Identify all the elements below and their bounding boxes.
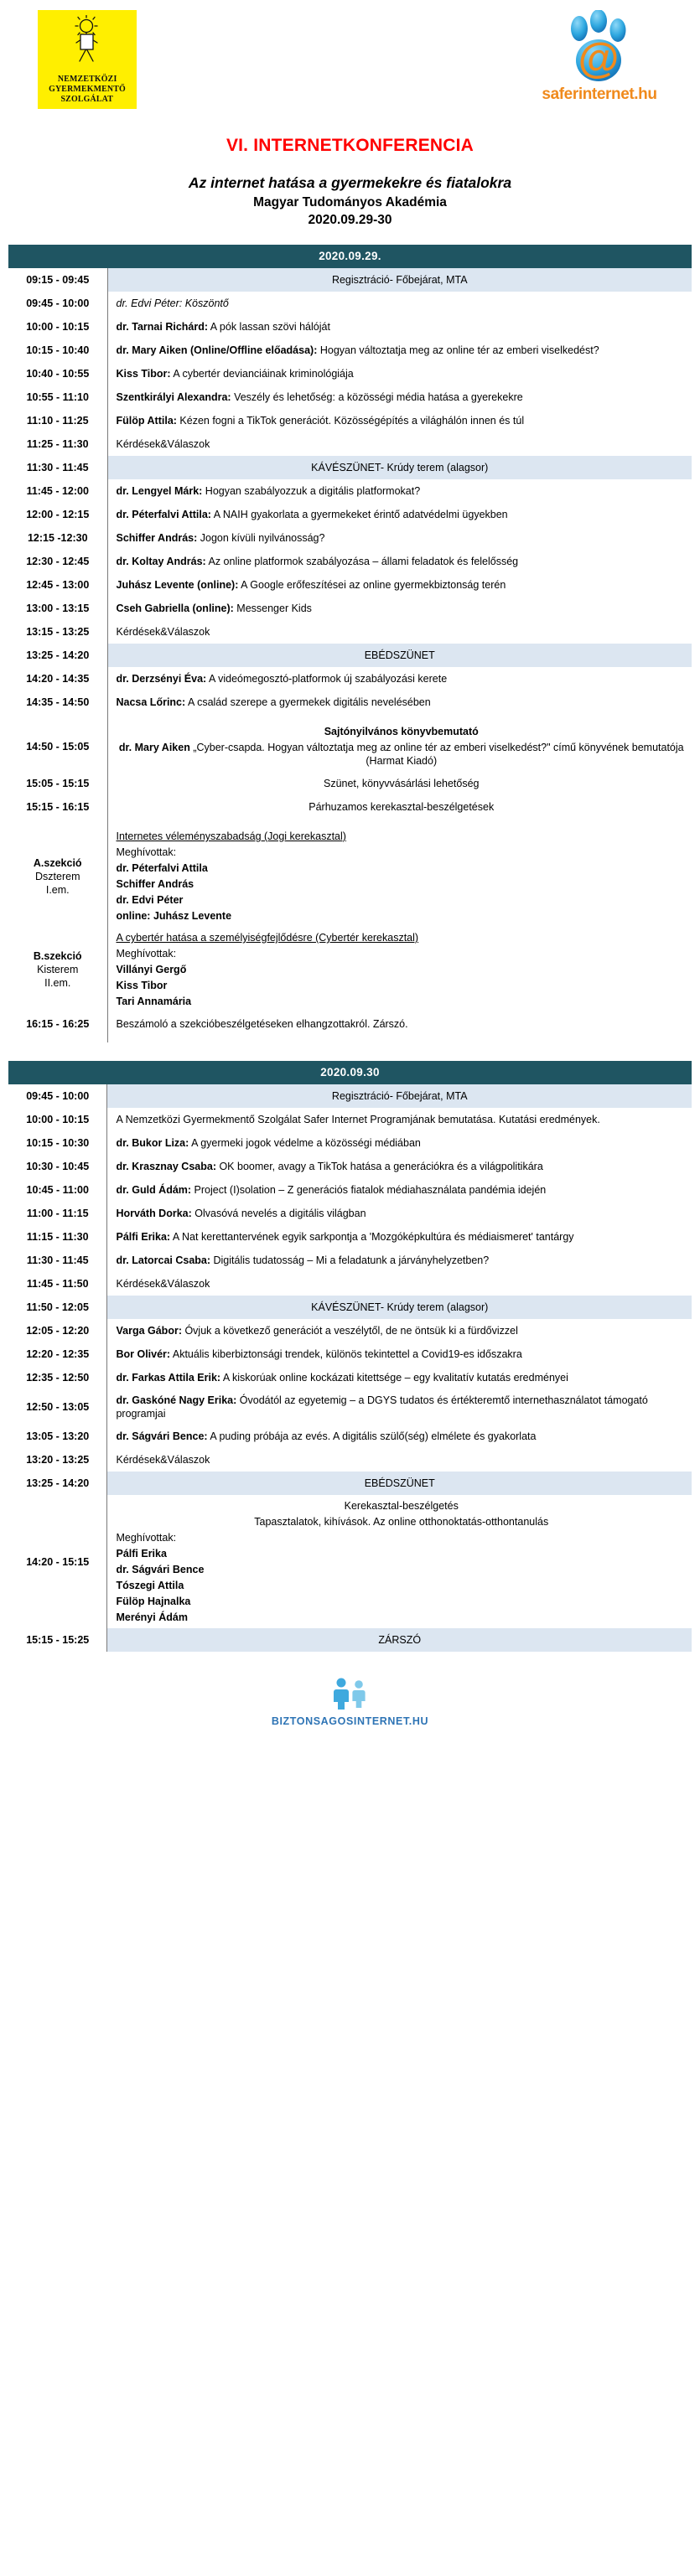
section-b-title: A cybertér hatása a személyiségfejlődésre (Cybertér kerekasztal) (116, 932, 419, 944)
row-time: 14:35 - 14:50 (8, 691, 107, 714)
row-content: dr. Gaskóné Nagy Erika: Óvodától az egyetemig – a DGYS tudatos és értékteremtő internethasználatot támogató programjai (116, 1394, 648, 1420)
row-time: 15:15 - 15:25 (8, 1628, 107, 1652)
row-speaker: Kiss Tibor: (116, 368, 171, 380)
row-speaker: dr. Péterfalvi Attila: (116, 509, 211, 520)
section-a-label (8, 825, 107, 927)
footer-wordmark: BIZTONSAGOSINTERNET.HU (271, 1715, 429, 1727)
row-time: 12:00 - 12:15 (8, 503, 107, 526)
row-content: Kérdések&Válaszok (116, 1454, 210, 1466)
table-row (8, 456, 692, 479)
row-time: 13:25 - 14:20 (8, 644, 107, 667)
table-row (8, 1366, 692, 1389)
row-speaker: dr. Latorcai Csaba: (116, 1254, 211, 1266)
table-row (8, 772, 692, 795)
table-row (8, 1131, 692, 1155)
section-a-row (8, 825, 692, 927)
section-a-name: A.szekció (33, 856, 82, 869)
row-time: 11:30 - 11:45 (8, 456, 107, 479)
row-content: dr. Lengyel Márk: Hogyan szabályozzuk a digitális platformokat? (116, 485, 421, 497)
table-row (8, 1448, 692, 1472)
row-content: EBÉDSZÜNET (107, 1472, 692, 1495)
spacer-time (8, 714, 107, 721)
day2-roundtable-invited-label: Meghívottak: (116, 1532, 177, 1544)
section-a-floor: I.em. (45, 883, 70, 896)
section-a-invited-label: Meghívottak: (116, 846, 177, 858)
row-speaker: dr. Krasznay Csaba: (116, 1161, 216, 1172)
row-content: Varga Gábor: Óvjuk a következő generációt a veszélytől, de ne öntsük ki a fürdővizzel (116, 1325, 518, 1337)
row-speaker: Fülöp Attila: (116, 415, 177, 427)
section-b-name: B.szekció (33, 950, 82, 962)
section-b-person: Villányi Gergő (116, 964, 187, 975)
spacer-row (8, 714, 692, 721)
schedule-table-day2 (8, 1061, 692, 1652)
row-time: 14:50 - 15:05 (8, 721, 107, 772)
row-time: 12:35 - 12:50 (8, 1366, 107, 1389)
table-row (8, 432, 692, 456)
row-time: 11:45 - 12:00 (8, 479, 107, 503)
row-content: dr. Guld Ádám: Project (I)solation – Z generációs fiatalok médiahasználata pandémia idején (116, 1184, 547, 1196)
ngsz-logo-line1: NEMZETKÖZI (57, 74, 117, 84)
row-content: Bor Olivér: Aktuális kiberbiztonsági trendek, különös tekintettel a Covid19-es időszakra (116, 1348, 522, 1360)
day2-roundtable-title: Kerekasztal-beszélgetés (344, 1500, 459, 1512)
paw-icon (549, 10, 650, 87)
table-row (8, 1108, 692, 1131)
day2-date: 2020.09.30 (8, 1061, 692, 1084)
page-subtitle-venue: Magyar Tudományos Akadémia (253, 195, 447, 209)
row-speaker: dr. Gaskóné Nagy Erika: (116, 1394, 237, 1406)
row-content: Beszámoló a szekcióbeszélgetéseken elhangzottakról. Zárszó. (116, 1018, 408, 1030)
row-content: dr. Mary Aiken (Online/Offline előadása): Hogyan változtatja meg az online tér az emberi viselkedést? (116, 344, 599, 356)
day2-header-row (8, 1061, 692, 1084)
book-presentation-row (8, 721, 692, 772)
row-speaker: Juhász Levente (online): (116, 579, 239, 591)
row-time: 09:45 - 10:00 (8, 292, 107, 315)
section-b-label (8, 927, 107, 1012)
table-row (8, 409, 692, 432)
section-b-content (107, 927, 692, 1012)
table-row (8, 526, 692, 550)
row-speaker: dr. Tarnai Richárd: (116, 321, 209, 333)
row-time: 10:00 - 10:15 (8, 315, 107, 339)
page-subtitle-dates: 2020.09.29-30 (308, 213, 392, 227)
spacer-time (8, 819, 107, 825)
page-subtitle-theme: Az internet hatása a gyermekekre és fiatalokra (188, 174, 512, 191)
row-time: 10:40 - 10:55 (8, 362, 107, 385)
book-presentation-heading: Sajtónyilvános könyvbemutató (324, 726, 479, 737)
row-time: 11:10 - 11:25 (8, 409, 107, 432)
book-presentation-content (107, 721, 692, 772)
table-row (8, 691, 692, 714)
page-title: VI. INTERNETKONFERENCIA (226, 136, 474, 155)
ngsz-logo (38, 10, 137, 109)
row-time: 12:45 - 13:00 (8, 573, 107, 597)
day2-roundtable-person: Merényi Ádám (116, 1611, 188, 1623)
row-time: 10:00 - 10:15 (8, 1108, 107, 1131)
saferinternet-logo (537, 10, 662, 111)
row-time: 10:15 - 10:30 (8, 1131, 107, 1155)
table-row (8, 268, 692, 292)
row-content: Kérdések&Válaszok (116, 1278, 210, 1290)
row-time: 10:15 - 10:40 (8, 339, 107, 362)
section-b-person: Kiss Tibor (116, 980, 168, 991)
row-italic-text: dr. Edvi Péter: Köszöntő (116, 297, 229, 309)
day2-roundtable-person: Fülöp Hajnalka (116, 1596, 191, 1607)
table-row (8, 620, 692, 644)
child-drawing-icon (38, 15, 137, 64)
row-content: Pálfi Erika: A Nat kerettantervének egyik sarkpontja a 'Mozgóképkultúra és médiaismeret' tantárgy (116, 1231, 574, 1243)
row-content: EBÉDSZÜNET (107, 644, 692, 667)
table-row (8, 667, 692, 691)
row-content: Nacsa Lőrinc: A család szerepe a gyermekek digitális nevelésében (116, 696, 431, 708)
row-speaker: Szentkirályi Alexandra: (116, 391, 231, 403)
row-content (107, 292, 692, 315)
row-speaker: dr. Lengyel Márk: (116, 485, 203, 497)
row-content: dr. Latorcai Csaba: Digitális tudatosság – Mi a feladatunk a járványhelyzetben? (116, 1254, 490, 1266)
table-row (8, 315, 692, 339)
spacer-body (107, 714, 692, 721)
row-content: dr. Krasznay Csaba: OK boomer, avagy a TikTok hatása a generációkra és a világpolitikára (116, 1161, 543, 1172)
section-a-person: dr. Edvi Péter (116, 894, 184, 906)
row-content: Schiffer András: Jogon kívüli nyilvánosság? (116, 532, 325, 544)
section-b-row (8, 927, 692, 1012)
spacer-row (8, 1036, 692, 1042)
row-time: 13:20 - 13:25 (8, 1448, 107, 1472)
day2-roundtable-row (8, 1495, 692, 1628)
row-time: 13:00 - 13:15 (8, 597, 107, 620)
table-row (8, 644, 692, 667)
row-time: 12:50 - 13:05 (8, 1389, 107, 1425)
table-row (8, 1178, 692, 1202)
row-content: Szünet, könyvvásárlási lehetőség (323, 778, 480, 789)
row-content: dr. Farkas Attila Erik: A kiskorúak online kockázati kitettsége – egy kvalitatív kutatás eredményei (116, 1372, 568, 1384)
row-speaker: dr. Bukor Liza: (116, 1137, 189, 1149)
schedule-table-day1 (8, 245, 692, 1042)
ngsz-logo-line3: SZOLGÁLAT (60, 94, 114, 104)
row-content: Regisztráció- Főbejárat, MTA (107, 1084, 692, 1108)
row-time: 12:05 - 12:20 (8, 1319, 107, 1342)
table-row (8, 573, 692, 597)
table-row (8, 1628, 692, 1652)
section-a-person: dr. Péterfalvi Attila (116, 862, 208, 874)
table-row (8, 1296, 692, 1319)
table-row (8, 292, 692, 315)
section-a-title: Internetes véleményszabadság (Jogi kerekasztal) (116, 830, 346, 842)
row-time: 13:05 - 13:20 (8, 1425, 107, 1448)
table-row (8, 1012, 692, 1036)
spacer-row (8, 819, 692, 825)
row-content: KÁVÉSZÜNET- Krúdy terem (alagsor) (107, 1296, 692, 1319)
row-time: 15:15 - 16:15 (8, 795, 107, 819)
book-presentation-speaker: dr. Mary Aiken (118, 742, 190, 753)
row-content: Kérdések&Válaszok (116, 438, 210, 450)
table-row (8, 1225, 692, 1249)
row-content: dr. Bukor Liza: A gyermeki jogok védelme a közösségi médiában (116, 1137, 421, 1149)
row-content: A Nemzetközi Gyermekmentő Szolgálat Safer Internet Programjának bemutatása. Kutatási eredmények. (116, 1114, 600, 1125)
row-speaker: dr. Farkas Attila Erik: (116, 1372, 221, 1384)
day2-roundtable-person: Tószegi Attila (116, 1580, 184, 1591)
section-b-invited-label: Meghívottak: (116, 948, 177, 960)
row-time: 14:20 - 15:15 (8, 1495, 107, 1628)
row-content: dr. Koltay András: Az online platformok szabályozása – állami feladatok és felelősség (116, 556, 519, 567)
row-time: 10:45 - 11:00 (8, 1178, 107, 1202)
section-b-room: Kisterem (37, 964, 79, 975)
row-content: Kérdések&Válaszok (116, 626, 210, 638)
row-speaker: Schiffer András: (116, 532, 198, 544)
table-row (8, 1155, 692, 1178)
table-row (8, 1249, 692, 1272)
table-row (8, 1472, 692, 1495)
table-row (8, 1202, 692, 1225)
table-row (8, 1084, 692, 1108)
row-speaker: dr. Ságvári Bence: (116, 1430, 208, 1442)
row-speaker: Varga Gábor: (116, 1325, 182, 1337)
table-row (8, 362, 692, 385)
svg-text:@: @ (578, 34, 620, 81)
row-content: Regisztráció- Főbejárat, MTA (107, 268, 692, 292)
table-row (8, 795, 692, 819)
section-a-person: online: Juhász Levente (116, 910, 232, 922)
row-content: Juhász Levente (online): A Google erőfeszítései az online gyermekbiztonság terén (116, 579, 506, 591)
row-speaker: Nacsa Lőrinc: (116, 696, 186, 708)
row-content: Párhuzamos kerekasztal-beszélgetések (309, 801, 495, 813)
table-row (8, 503, 692, 526)
row-time: 15:05 - 15:15 (8, 772, 107, 795)
table-row (8, 479, 692, 503)
row-content: dr. Derzsényi Éva: A videómegosztó-platformok új szabályozási kerete (116, 673, 448, 685)
row-content: KÁVÉSZÜNET- Krúdy terem (alagsor) (107, 456, 692, 479)
book-presentation-detail: dr. Mary Aiken „Cyber-csapda. Hogyan változtatja meg az online tér az emberi viselkedést?" című könyvének bemutatója (Harmat Kiadó) (118, 742, 684, 767)
saferinternet-wordmark: saferinternet.hu (542, 85, 657, 103)
row-speaker: dr. Guld Ádám: (116, 1184, 192, 1196)
table-row (8, 1389, 692, 1425)
footer (0, 1673, 700, 1727)
spacer-time (8, 1036, 107, 1042)
row-speaker: dr. Derzsényi Éva: (116, 673, 207, 685)
row-speaker: dr. Mary Aiken (Online/Offline előadása): (116, 344, 318, 356)
table-row (8, 1272, 692, 1296)
row-time: 11:50 - 12:05 (8, 1296, 107, 1319)
row-content: Cseh Gabriella (online): Messenger Kids (116, 603, 312, 614)
row-speaker: dr. Koltay András: (116, 556, 206, 567)
two-people-icon (0, 1673, 700, 1710)
section-a-room: Dszterem (35, 870, 80, 882)
row-time: 10:30 - 10:45 (8, 1155, 107, 1178)
table-row (8, 550, 692, 573)
row-time: 12:20 - 12:35 (8, 1342, 107, 1366)
section-b-person: Tari Annamária (116, 996, 192, 1007)
section-a-content (107, 825, 692, 927)
spacer-body (107, 819, 692, 825)
row-content: Szentkirályi Alexandra: Veszély és lehetőség: a közösségi média hatása a gyerekekre (116, 391, 523, 403)
day1-date: 2020.09.29. (8, 245, 692, 268)
row-time: 11:25 - 11:30 (8, 432, 107, 456)
row-speaker: Cseh Gabriella (online): (116, 603, 234, 614)
row-time: 09:45 - 10:00 (8, 1084, 107, 1108)
day2-roundtable-person: dr. Ságvári Bence (116, 1564, 205, 1575)
row-time: 09:15 - 09:45 (8, 268, 107, 292)
table-row (8, 1342, 692, 1366)
row-content: Horváth Dorka: Olvasóvá nevelés a digitális világban (116, 1208, 366, 1219)
row-content: dr. Péterfalvi Attila: A NAIH gyakorlata a gyermekeket érintő adatvédelmi ügyekben (116, 509, 508, 520)
day2-roundtable-person: Pálfi Erika (116, 1548, 167, 1560)
day1-header-row (8, 245, 692, 268)
ngsz-logo-line2: GYERMEKMENTŐ (49, 84, 126, 94)
row-time: 11:15 - 11:30 (8, 1225, 107, 1249)
row-time: 11:30 - 11:45 (8, 1249, 107, 1272)
section-a-person: Schiffer András (116, 878, 194, 890)
logo-row (0, 0, 700, 119)
row-time: 11:00 - 11:15 (8, 1202, 107, 1225)
table-row (8, 339, 692, 362)
row-time: 16:15 - 16:25 (8, 1012, 107, 1036)
row-speaker: Pálfi Erika: (116, 1231, 171, 1243)
row-time: 14:20 - 14:35 (8, 667, 107, 691)
row-content: Fülöp Attila: Kézen fogni a TikTok generációt. Közösségépítés a világhálón innen és túl (116, 415, 525, 427)
table-row (8, 1319, 692, 1342)
day2-roundtable-subtitle: Tapasztalatok, kihívások. Az online otthonoktatás-otthontanulás (254, 1516, 549, 1528)
row-time: 13:25 - 14:20 (8, 1472, 107, 1495)
row-speaker: Horváth Dorka: (116, 1208, 192, 1219)
row-speaker: Bor Olivér: (116, 1348, 171, 1360)
row-time: 10:55 - 11:10 (8, 385, 107, 409)
row-content: ZÁRSZÓ (107, 1628, 692, 1652)
section-b-floor: II.em. (44, 977, 71, 989)
row-content: dr. Ságvári Bence: A puding próbája az evés. A digitális szülő(ség) elmélete és gyakorlata (116, 1430, 537, 1442)
row-time: 13:15 - 13:25 (8, 620, 107, 644)
row-content: dr. Tarnai Richárd: A pók lassan szövi hálóját (116, 321, 330, 333)
spacer-body (107, 1036, 692, 1042)
table-row (8, 385, 692, 409)
day2-roundtable-content (107, 1495, 692, 1628)
row-content: Kiss Tibor: A cybertér devianciáinak kriminológiája (116, 368, 354, 380)
table-row (8, 1425, 692, 1448)
row-time: 12:15 -12:30 (8, 526, 107, 550)
table-row (8, 597, 692, 620)
row-time: 12:30 - 12:45 (8, 550, 107, 573)
row-time: 11:45 - 11:50 (8, 1272, 107, 1296)
